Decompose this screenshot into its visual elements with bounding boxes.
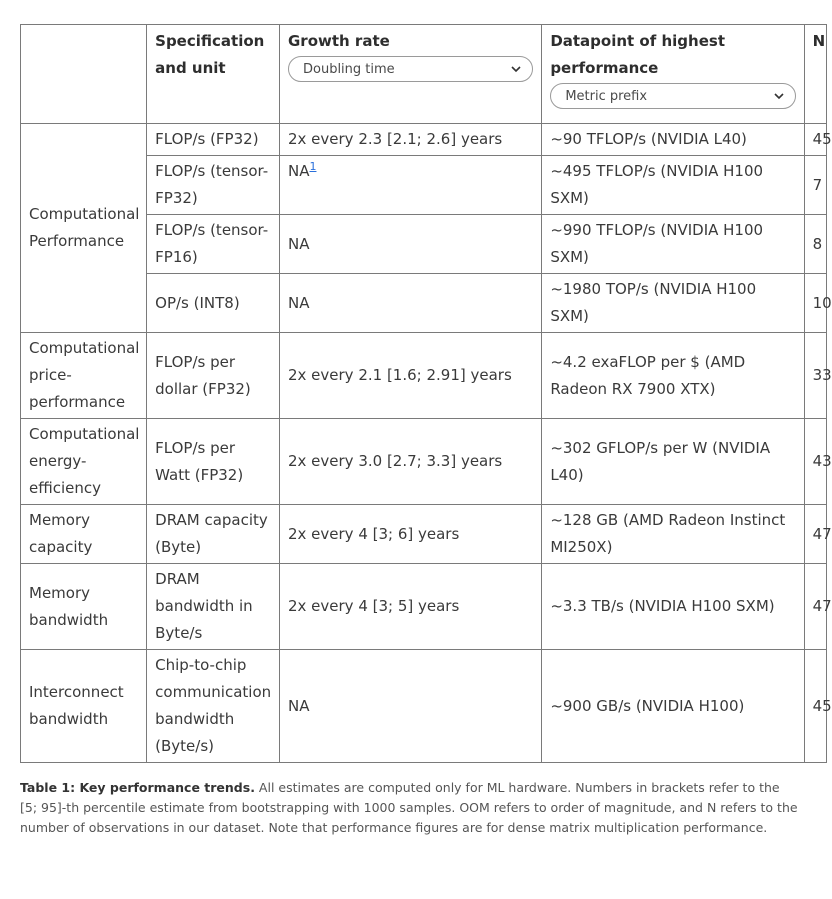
n-cell: 33 [804, 333, 826, 419]
n-cell: 7 [804, 156, 826, 215]
chevron-down-icon [510, 63, 522, 75]
growth-cell [279, 156, 541, 215]
caption-text: All estimates are computed only for ML hardware. Numbers in brackets refer to the [5; 95]-th percentile estimate from bootstrapping with 1000 samples. OOM refers to order of magnitude, and N refers to the number of observations in our dataset. Note that performance figures are for dense matrix multiplication performance. [20, 780, 798, 835]
caption-title: Table 1: Key performance trends. [20, 780, 255, 795]
datapoint-cell: ~990 TFLOP/s (NVIDIA H100 SXM) [542, 215, 804, 274]
spec-cell: FLOP/s per Watt (FP32) [147, 419, 280, 505]
metric-prefix-dropdown-value: Metric prefix [565, 88, 648, 104]
growth-cell: 2x every 2.3 [2.1; 2.6] years [279, 124, 541, 156]
category-cell: Computational price-performance [21, 333, 147, 419]
table-row [21, 650, 827, 763]
footnote-link[interactable]: 1 [309, 160, 317, 173]
header-datapoint-label: Datapoint of highest performance [550, 32, 725, 77]
datapoint-cell: ~1980 TOP/s (NVIDIA H100 SXM) [542, 274, 804, 333]
datapoint-cell: ~900 GB/s (NVIDIA H100) [542, 650, 804, 763]
growth-cell: 2x every 2.1 [1.6; 2.91] years [279, 333, 541, 419]
growth-cell: NA [279, 274, 541, 333]
header-datapoint [542, 25, 804, 124]
n-cell: 10 [804, 274, 826, 333]
n-cell: 8 [804, 215, 826, 274]
table-row [21, 124, 827, 156]
datapoint-cell: ~3.3 TB/s (NVIDIA H100 SXM) [542, 564, 804, 650]
growth-cell: 2x every 4 [3; 6] years [279, 505, 541, 564]
growth-cell: 2x every 4 [3; 5] years [279, 564, 541, 650]
growth-rate-dropdown-value: Doubling time [302, 61, 395, 77]
spec-cell: DRAM capacity (Byte) [147, 505, 280, 564]
key-performance-trends-table [20, 24, 832, 763]
category-cell: Memory bandwidth [21, 564, 147, 650]
spec-cell: Chip-to-chip communication bandwidth (Byte/s) [147, 650, 280, 763]
table-row [21, 505, 827, 564]
growth-cell: 2x every 3.0 [2.7; 3.3] years [279, 419, 541, 505]
header-growth-label: Growth rate [287, 32, 390, 50]
category-cell: Computational energy-efficiency [21, 419, 147, 505]
metric-prefix-dropdown[interactable] [550, 83, 795, 109]
growth-rate-dropdown[interactable] [288, 56, 533, 82]
header-growth [279, 25, 541, 124]
n-cell: 45 [804, 124, 826, 156]
spec-cell: OP/s (INT8) [147, 274, 280, 333]
spec-cell: DRAM bandwidth in Byte/s [147, 564, 280, 650]
table-row [21, 333, 827, 419]
table-header-row [21, 25, 827, 124]
n-cell: 47 [804, 564, 826, 650]
datapoint-cell: ~495 TFLOP/s (NVIDIA H100 SXM) [542, 156, 804, 215]
category-cell: Memory capacity [21, 505, 147, 564]
spec-cell: FLOP/s (tensor-FP32) [147, 156, 280, 215]
growth-cell: NA [279, 215, 541, 274]
n-cell: 45 [804, 650, 826, 763]
header-spec: Specification and unit [147, 25, 280, 124]
spec-cell: FLOP/s (tensor-FP16) [147, 215, 280, 274]
datapoint-cell: ~90 TFLOP/s (NVIDIA L40) [542, 124, 804, 156]
table-row [21, 419, 827, 505]
n-cell: 47 [804, 505, 826, 564]
datapoint-cell: ~302 GFLOP/s per W (NVIDIA L40) [542, 419, 804, 505]
category-cell: Computational Performance [21, 124, 147, 333]
growth-value: NA [287, 162, 310, 180]
header-n: N [804, 25, 826, 124]
chevron-down-icon [773, 90, 785, 102]
spec-cell: FLOP/s per dollar (FP32) [147, 333, 280, 419]
spec-cell: FLOP/s (FP32) [147, 124, 280, 156]
growth-cell: NA [279, 650, 541, 763]
table-row [21, 564, 827, 650]
table-caption [20, 778, 800, 838]
datapoint-cell: ~128 GB (AMD Radeon Instinct MI250X) [542, 505, 804, 564]
datapoint-cell: ~4.2 exaFLOP per $ (AMD Radeon RX 7900 XTX) [542, 333, 804, 419]
category-cell: Interconnect bandwidth [21, 650, 147, 763]
n-cell: 43 [804, 419, 826, 505]
header-category [21, 25, 147, 124]
